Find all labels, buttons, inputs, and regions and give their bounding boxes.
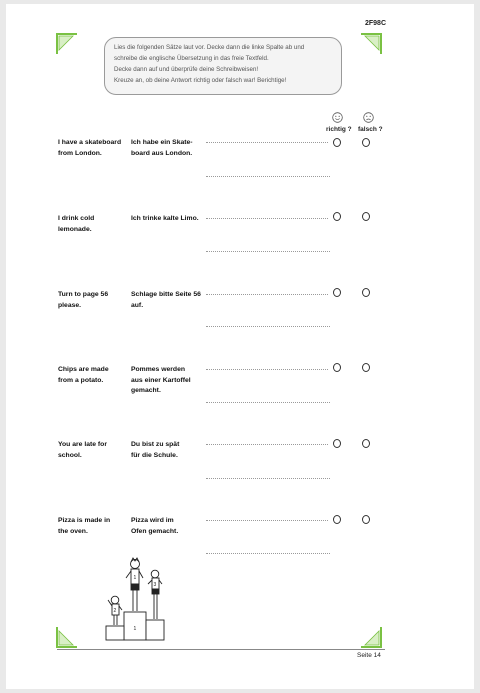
answer-line[interactable] <box>206 520 328 521</box>
column-header-wrong: falsch ? <box>358 126 383 133</box>
worksheet-page <box>6 4 474 689</box>
answer-line[interactable] <box>206 218 328 219</box>
right-checkbox[interactable] <box>333 138 341 147</box>
right-checkbox[interactable] <box>333 515 341 524</box>
column-header-right: richtig ? <box>326 126 352 133</box>
answer-line[interactable] <box>206 294 328 295</box>
instruction-line: Decke dann auf und überprüfe deine Schreibweisen! <box>114 66 259 73</box>
corner-mark-bottom-right <box>360 626 382 648</box>
happy-face-icon <box>332 112 343 123</box>
right-checkbox[interactable] <box>333 212 341 221</box>
german-sentence: Pizza wird im Ofen gemacht. <box>131 517 179 535</box>
wrong-checkbox[interactable] <box>362 515 370 524</box>
english-sentence: Turn to page 56 please. <box>58 291 109 309</box>
right-checkbox[interactable] <box>333 288 341 297</box>
english-sentence: Pizza is made in the oven. <box>58 517 111 535</box>
answer-line[interactable] <box>206 369 328 370</box>
wrong-checkbox[interactable] <box>362 212 370 221</box>
answer-line[interactable] <box>206 444 328 445</box>
footer-divider <box>57 649 385 650</box>
answer-line[interactable] <box>206 251 330 252</box>
wrong-checkbox[interactable] <box>362 439 370 448</box>
right-checkbox[interactable] <box>333 439 341 448</box>
answer-line[interactable] <box>206 176 330 177</box>
english-sentence: I have a skateboard from London. <box>58 139 122 157</box>
german-sentence: Pommes werden aus einer Kartoffel gemacht. <box>131 366 191 394</box>
english-sentence: I drink cold lemonade. <box>58 215 95 233</box>
answer-line[interactable] <box>206 142 328 143</box>
german-sentence: Ich trinke kalte Limo. <box>131 215 199 222</box>
english-sentence: You are late for school. <box>58 441 107 459</box>
right-checkbox[interactable] <box>333 363 341 372</box>
svg-text:1: 1 <box>133 575 137 581</box>
corner-mark-top-left <box>56 33 78 55</box>
answer-line[interactable] <box>206 553 330 554</box>
wrong-checkbox[interactable] <box>362 138 370 147</box>
english-sentence: Chips are made from a potato. <box>58 366 109 384</box>
answer-line[interactable] <box>206 478 330 479</box>
instruction-line: Kreuze an, ob deine Antwort richtig oder falsch war! Berichtige! <box>114 77 287 84</box>
instruction-line: Lies die folgenden Sätze laut vor. Decke dann die linke Spalte ab und <box>114 44 305 51</box>
instructions-box <box>104 37 342 95</box>
sad-face-icon <box>363 112 374 123</box>
wrong-checkbox[interactable] <box>362 363 370 372</box>
wrong-checkbox[interactable] <box>362 288 370 297</box>
german-sentence: Ich habe ein Skate- board aus London. <box>131 139 193 157</box>
page-number: Seite 14 <box>357 652 381 659</box>
german-sentence: Schlage bitte Seite 56 auf. <box>131 291 201 309</box>
document-code: 2F98C <box>365 20 387 27</box>
svg-text:1: 1 <box>133 626 137 632</box>
instruction-line: schreibe die englische Übersetzung in das freie Textfeld. <box>114 55 269 62</box>
svg-text:2: 2 <box>113 608 117 614</box>
german-sentence: Du bist zu spät für die Schule. <box>131 441 180 459</box>
podium-winners-icon <box>102 550 190 642</box>
corner-mark-top-right <box>360 33 382 55</box>
svg-text:3: 3 <box>153 582 157 588</box>
corner-mark-bottom-left <box>56 626 78 648</box>
answer-line[interactable] <box>206 402 330 403</box>
answer-line[interactable] <box>206 326 330 327</box>
